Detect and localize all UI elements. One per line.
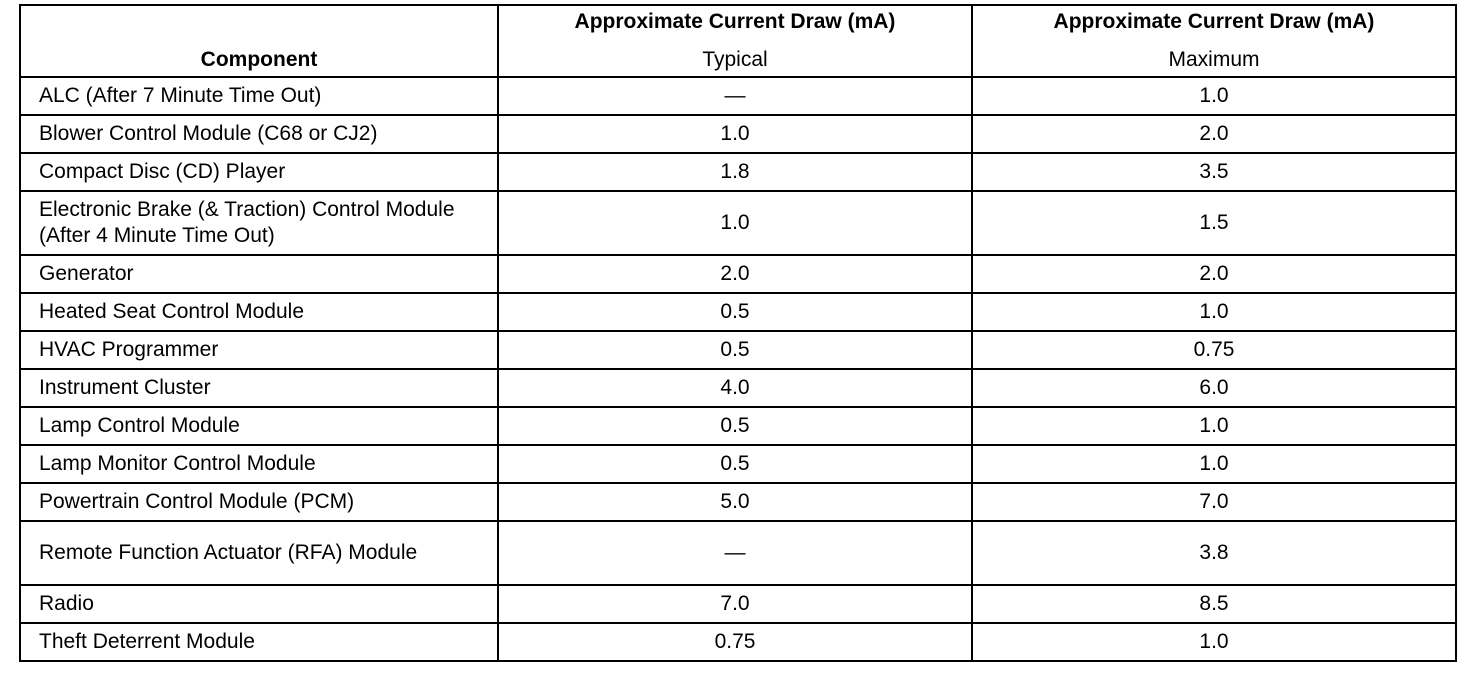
cell-component: Instrument Cluster	[20, 369, 498, 407]
table-row	[20, 153, 1456, 191]
cell-typical: —	[498, 521, 972, 585]
cell-typical: 0.75	[498, 623, 972, 661]
cell-maximum: 1.0	[972, 293, 1456, 331]
cell-typical: 1.0	[498, 115, 972, 153]
header-typical-sub: Typical	[702, 48, 768, 71]
cell-maximum: 3.8	[972, 521, 1456, 585]
cell-typical: 1.8	[498, 153, 972, 191]
header-row	[20, 5, 1456, 77]
cell-maximum: 6.0	[972, 369, 1456, 407]
cell-component: Generator	[20, 255, 498, 293]
cell-maximum: 8.5	[972, 585, 1456, 623]
cell-component: Compact Disc (CD) Player	[20, 153, 498, 191]
cell-maximum: 1.5	[972, 191, 1456, 255]
table-row	[20, 445, 1456, 483]
cell-typical: 0.5	[498, 445, 972, 483]
current-draw-table	[19, 4, 1457, 662]
header-typical	[498, 5, 972, 77]
cell-component: Radio	[20, 585, 498, 623]
cell-component: Remote Function Actuator (RFA) Module	[20, 521, 498, 585]
header-typical-title: Approximate Current Draw (mA)	[574, 10, 896, 33]
cell-component: Lamp Control Module	[20, 407, 498, 445]
table-row	[20, 623, 1456, 661]
cell-component: Heated Seat Control Module	[20, 293, 498, 331]
table-row	[20, 521, 1456, 585]
cell-typical: 0.5	[498, 407, 972, 445]
header-maximum	[972, 5, 1456, 77]
cell-typical: 2.0	[498, 255, 972, 293]
cell-component: Lamp Monitor Control Module	[20, 445, 498, 483]
cell-maximum: 0.75	[972, 331, 1456, 369]
table-row	[20, 255, 1456, 293]
cell-component: ALC (After 7 Minute Time Out)	[20, 77, 498, 115]
table-row	[20, 483, 1456, 521]
header-maximum-title: Approximate Current Draw (mA)	[1053, 10, 1375, 33]
table-row	[20, 407, 1456, 445]
cell-component: HVAC Programmer	[20, 331, 498, 369]
cell-component: Powertrain Control Module (PCM)	[20, 483, 498, 521]
cell-typical: 7.0	[498, 585, 972, 623]
header-component	[20, 5, 498, 77]
header-component-label: Component	[200, 48, 318, 71]
cell-component: Blower Control Module (C68 or CJ2)	[20, 115, 498, 153]
cell-maximum: 1.0	[972, 445, 1456, 483]
cell-maximum: 7.0	[972, 483, 1456, 521]
cell-maximum: 3.5	[972, 153, 1456, 191]
cell-component: Theft Deterrent Module	[20, 623, 498, 661]
cell-maximum: 1.0	[972, 77, 1456, 115]
header-maximum-sub: Maximum	[1168, 48, 1260, 71]
table-row	[20, 77, 1456, 115]
cell-typical: 1.0	[498, 191, 972, 255]
cell-typical: —	[498, 77, 972, 115]
cell-component: Electronic Brake (& Traction) Control Module (After 4 Minute Time Out)	[20, 191, 498, 255]
table-row	[20, 293, 1456, 331]
cell-typical: 0.5	[498, 331, 972, 369]
cell-typical: 4.0	[498, 369, 972, 407]
table-row	[20, 585, 1456, 623]
table-row	[20, 369, 1456, 407]
cell-typical: 5.0	[498, 483, 972, 521]
table-row	[20, 115, 1456, 153]
cell-maximum: 2.0	[972, 115, 1456, 153]
current-draw-table-container	[19, 4, 1455, 662]
table-row	[20, 191, 1456, 255]
cell-maximum: 1.0	[972, 407, 1456, 445]
cell-maximum: 1.0	[972, 623, 1456, 661]
table-body	[20, 77, 1456, 661]
table-row	[20, 331, 1456, 369]
cell-typical: 0.5	[498, 293, 972, 331]
cell-maximum: 2.0	[972, 255, 1456, 293]
table-header	[20, 5, 1456, 77]
